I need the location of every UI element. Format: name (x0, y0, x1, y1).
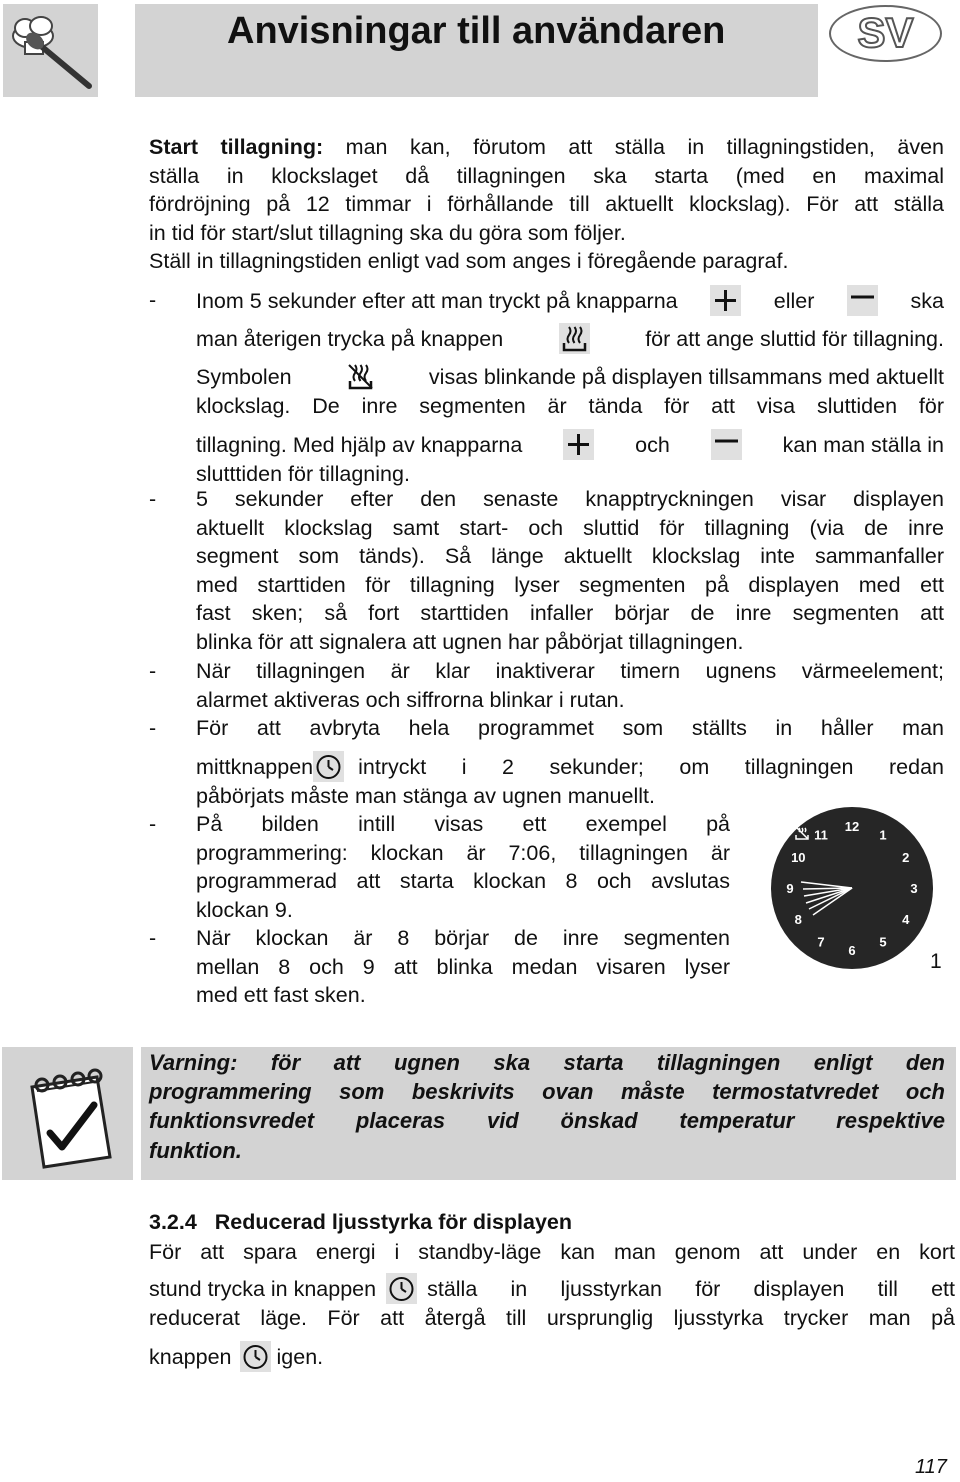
bullet-text: Symbolen (196, 365, 292, 390)
intro-lead: Start tillagning: (149, 135, 324, 159)
bullet-text: kan man ställa in (782, 433, 944, 458)
bullet-dash: - (149, 926, 157, 950)
section-paragraph (149, 1238, 955, 1372)
clock-illustration (769, 805, 935, 971)
warning-line: funktionsvredet placeras vid önskad temperatur respektive (149, 1108, 945, 1134)
bullet-dash: - (149, 812, 157, 836)
bullet-2 (196, 485, 944, 657)
language-badge: SV (829, 5, 942, 62)
bullet-text: eller (773, 289, 815, 314)
bullet-text: med starttiden för tillagning lyser segmenten på displayen med ett (196, 572, 944, 597)
clock-number: 9 (786, 881, 794, 896)
bullet-text: med ett fast sken. (196, 983, 366, 1008)
cooking-symbol-icon (345, 361, 376, 392)
bullet-text: På bilden intill visas ett exempel på (196, 812, 730, 836)
clock-number: 1 (879, 827, 887, 843)
bullet-5 (196, 810, 730, 924)
warning-line: Varning: för att ugnen ska starta tillagningen enligt den (149, 1050, 945, 1075)
bullet-text: 5 sekunder efter den senaste knapptryckningen visar displayen (196, 487, 944, 511)
clock-number: 8 (794, 912, 802, 927)
intro-paragraph (149, 133, 944, 276)
clock-number: 3 (910, 881, 918, 896)
cooking-end-button-icon (559, 323, 590, 354)
bullet-text: När klockan är 8 börjar de inre segmenten (196, 926, 730, 950)
clock-number: 2 (902, 850, 910, 865)
bullet-text: intryckt i 2 sekunder; om tillagningen redan (358, 755, 944, 780)
minus-button-icon (711, 429, 742, 460)
page-number: 117 (915, 1456, 947, 1478)
bullet-text: mellan 8 och 9 att blinka medan visaren lyser (196, 954, 730, 979)
section-text: För att spara energi i standby-läge kan man genom att under en kort (149, 1240, 955, 1264)
bullet-text: tillagning. Med hjälp av knapparna (196, 433, 523, 458)
section-text: reducerat läge. För att återgå till ursprunglig ljusstyrka trycker man på (149, 1306, 955, 1330)
bullet-4 (196, 714, 944, 811)
page-title: Anvisningar till användaren (227, 10, 726, 52)
intro-line: man kan, förutom att ställa in tillagningstiden, även (345, 135, 944, 159)
clock-number: 4 (902, 912, 910, 927)
bullet-text: klockan 9. (196, 897, 293, 922)
bullet-dash: - (149, 659, 157, 683)
bullet-text: slutttiden för tillagning. (196, 462, 410, 486)
bullet-text: man återigen trycka på knappen (196, 327, 504, 352)
clock-number: 5 (879, 934, 887, 950)
warning-icon-box (2, 1047, 133, 1180)
clock-number: 6 (848, 943, 856, 958)
section-text: igen. (276, 1345, 324, 1370)
bullet-text: klockslag. De inre segmenten är tända för att visa sluttiden för (196, 394, 944, 418)
plus-button-icon (710, 285, 741, 316)
warning-line: programmering som beskrivits ovan måste termostatvredet och (149, 1079, 945, 1105)
plus-button-icon (563, 429, 594, 460)
figure-label: 1 (930, 950, 942, 973)
bullet-1 (196, 280, 944, 488)
bullet-text: För att avbryta hela programmet som ställts in håller man (196, 716, 944, 740)
bullet-dash: - (149, 288, 157, 312)
chef-spoon-logo-icon (3, 4, 98, 97)
intro-line: in tid för start/slut tillagning ska du göra som följer. (149, 220, 626, 245)
minus-button-icon (847, 285, 878, 316)
section-text: stund trycka in knappen (149, 1277, 377, 1302)
clock-number: 7 (817, 934, 825, 950)
bullet-text: mittknappen (196, 755, 314, 780)
bullet-text: När tillagningen är klar inaktiverar timern ugnens värmeelement; (196, 659, 944, 683)
clock-number: 10 (791, 850, 806, 865)
bullet-text: för att ange sluttid för tillagning. (645, 327, 944, 352)
bullet-6 (196, 924, 730, 1010)
clock-number: 11 (814, 827, 828, 843)
bullet-text: Inom 5 sekunder efter att man tryckt på knapparna (196, 289, 678, 314)
bullet-text: fast sken; så fort starttiden infaller börjar de inre segmenten att (196, 601, 944, 626)
intro-line: ställa in klockslaget då tillagningen ska starta (med en maximal (149, 163, 944, 188)
bullet-text: programmerad att starta klockan 8 och avslutas (196, 869, 730, 894)
clock-button-icon (386, 1273, 417, 1304)
clock-button-icon (240, 1341, 271, 1372)
section-text: knappen (149, 1345, 232, 1370)
clock-number: 12 (844, 819, 860, 834)
bullet-3 (196, 657, 944, 714)
bullet-text: blinka för att signalera att ugnen har påbörjat tillagningen. (196, 629, 744, 654)
warning-line: funktion. (149, 1137, 242, 1163)
intro-line: fördröjning på 12 timmar i förhållande till aktuellt klockslag). För att ställa (149, 192, 944, 217)
section-heading (149, 1210, 572, 1235)
bullet-dash: - (149, 716, 157, 740)
warning-text (149, 1048, 945, 1165)
bullet-text: segment som tänds). Så länge aktuellt klockslag inte sammanfaller (196, 544, 944, 569)
section-text: ställa in ljusstyrkan för displayen till ett (427, 1277, 955, 1302)
section-number: 3.2.4 (149, 1210, 197, 1234)
bullet-text: och (635, 433, 670, 458)
bullet-text: programmering: klockan är 7:06, tillagningen är (196, 840, 730, 865)
intro-line: Ställ in tillagningstiden enligt vad som anges i föregående paragraf. (149, 249, 789, 274)
bullet-text: alarmet aktiveras och siffrorna blinkar i rutan. (196, 687, 625, 712)
header-bar (135, 4, 818, 97)
bullet-dash: - (149, 487, 157, 511)
bullet-text: ska (910, 289, 944, 314)
section-title: Reducerad ljusstyrka för displayen (214, 1210, 573, 1234)
bullet-text: aktuellt klockslag samt start- och sluttid för tillagning (via de inre (196, 515, 944, 540)
notepad-check-icon (2, 1047, 133, 1180)
bullet-text: visas blinkande på displayen tillsammans med aktuellt (428, 365, 944, 390)
bullet-text: påbörjats måste man stänga av ugnen manuellt. (196, 784, 655, 808)
clock-button-icon (313, 751, 344, 782)
